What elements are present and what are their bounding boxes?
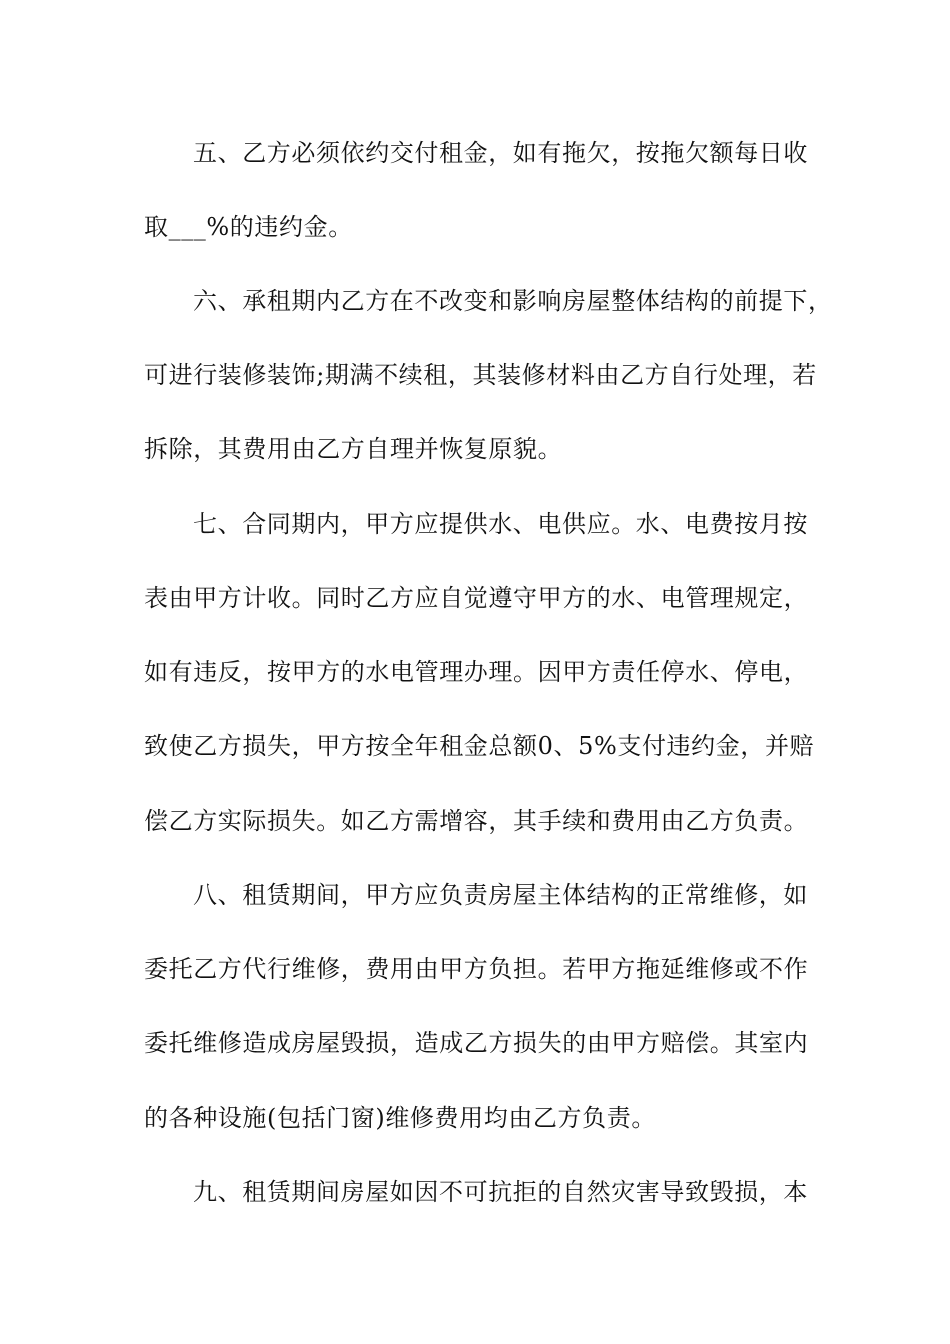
clause-6-line-1: 六、承租期内乙方在不改变和影响房屋整体结构的前提下， [193,287,833,315]
clause-7-line-4: 致使乙方损失，甲方按全年租金总额0、5%支付违约金，并赔 [144,732,815,760]
clause-9-line-1: 九、租赁期间房屋如因不可抗拒的自然灾害导致毁损，本 [193,1178,808,1206]
clause-7-line-5: 偿乙方实际损失。如乙方需增容，其手续和费用由乙方负责。 [144,807,809,835]
clause-5-line-1: 五、乙方必须依约交付租金，如有拖欠，按拖欠额每日收 [193,139,808,167]
clause-7-line-3: 如有违反，按甲方的水电管理办理。因甲方责任停水、停电， [144,658,809,686]
clause-8-line-3: 委托维修造成房屋毁损，造成乙方损失的由甲方赔偿。其室内 [144,1029,809,1057]
clause-8-line-1: 八、租赁期间，甲方应负责房屋主体结构的正常维修，如 [193,881,808,909]
clause-8-line-2: 委托乙方代行维修，费用由甲方负担。若甲方拖延维修或不作 [144,955,809,983]
clause-7-line-1: 七、合同期内，甲方应提供水、电供应。水、电费按月按 [193,510,808,538]
clause-5-line-2: 取___%的违约金。 [144,213,353,241]
clause-7-line-2: 表由甲方计收。同时乙方应自觉遵守甲方的水、电管理规定， [144,584,809,612]
clause-6-line-2: 可进行装修装饰;期满不续租，其装修材料由乙方自行处理，若 [144,361,817,389]
clause-8-line-4: 的各种设施(包括门窗)维修费用均由乙方负责。 [144,1104,656,1132]
clause-6-line-3: 拆除，其费用由乙方自理并恢复原貌。 [144,435,563,463]
